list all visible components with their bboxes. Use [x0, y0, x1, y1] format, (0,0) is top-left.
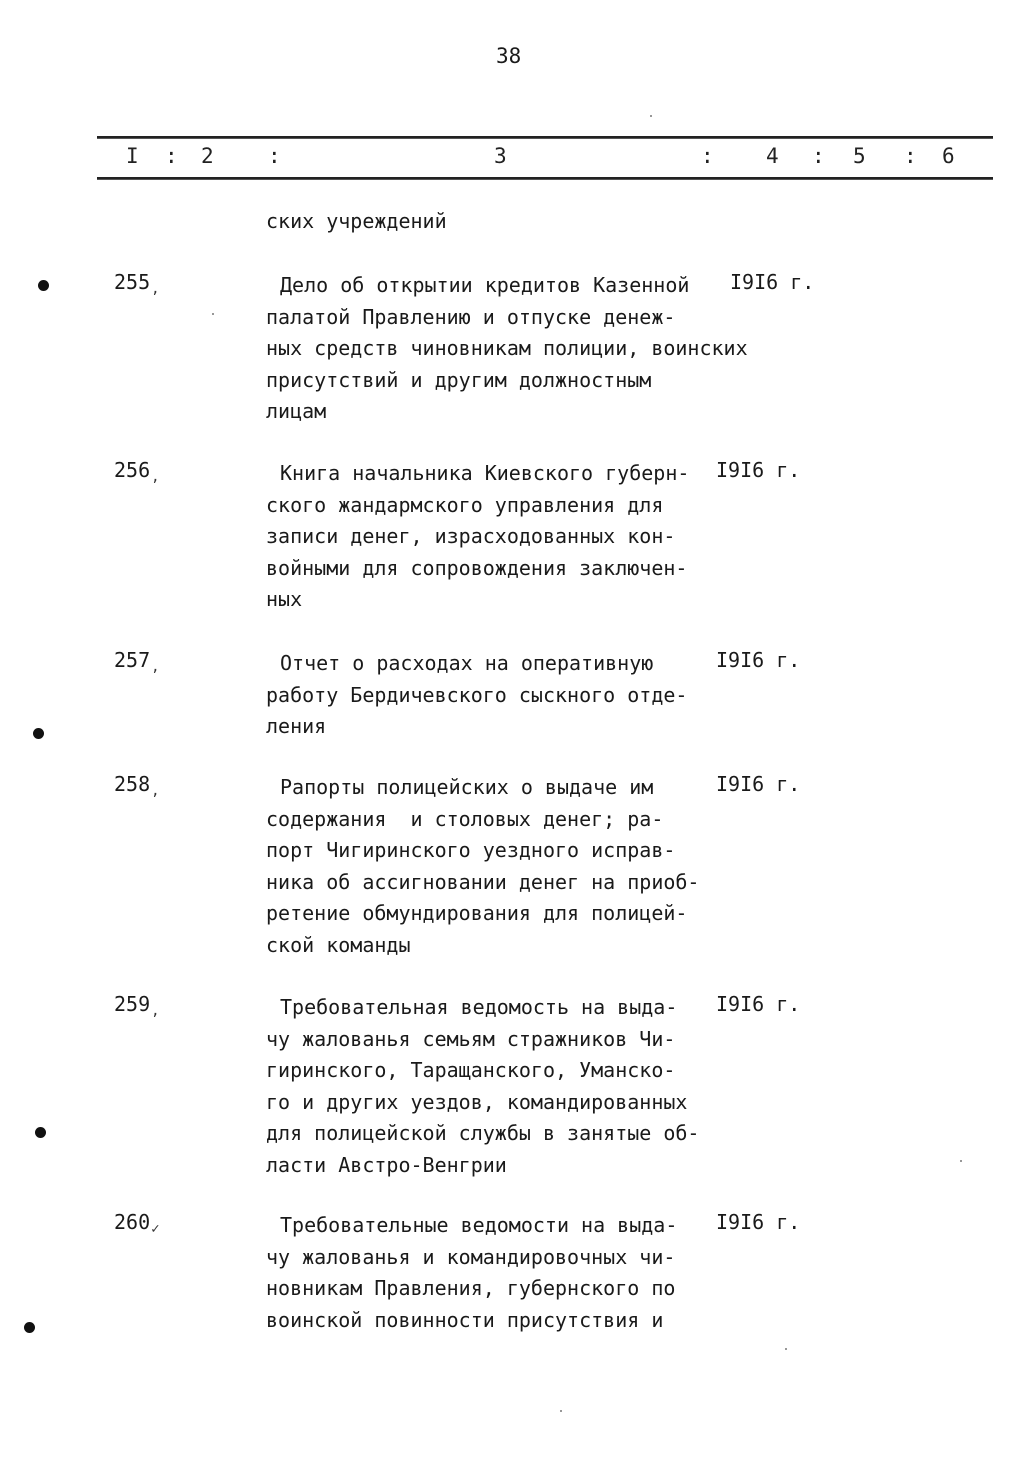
- entry-line: лицам: [266, 399, 327, 423]
- entry-line: записи денег, израсходованных кон-: [266, 524, 676, 548]
- entry-number: [114, 992, 160, 1019]
- entry-line: Дело об открытии кредитов Казенной: [280, 273, 690, 297]
- entry-number-text: 256: [114, 458, 151, 482]
- entry-line: присутствий и другим должностным: [266, 367, 652, 392]
- entry-line: ных: [266, 587, 303, 611]
- punch-hole-mark: [35, 1127, 46, 1138]
- page-number: 38: [496, 44, 522, 68]
- check-mark-icon: ✓: [151, 1221, 160, 1237]
- entry-line: ных средств чиновникам полиции, воинских: [266, 336, 748, 360]
- entry-line: ления: [266, 714, 327, 738]
- entry-number: [114, 648, 160, 675]
- scan-speck: [650, 115, 652, 117]
- entry-line: Рапорты полицейских о выдаче им: [280, 775, 654, 799]
- entry-line: порт Чигиринского уездного исправ-: [266, 838, 676, 862]
- entry-line: ника об ассигновании денег на приоб-: [266, 869, 700, 894]
- entry-line: ретение обмундирования для полицей-: [266, 901, 688, 925]
- entry-line: новникам Правления, губернского по: [266, 1276, 676, 1300]
- continuation-heading: ских учреждений: [266, 209, 447, 233]
- entry-number-text: 257: [114, 648, 151, 672]
- entry-year: I9I6 г.: [730, 270, 815, 294]
- column-header-4: 4: [766, 144, 779, 168]
- entry-line: Книга начальника Киевского губерн-: [280, 461, 690, 485]
- entry-number-text: 259: [114, 992, 151, 1016]
- entry-line: Требовательная ведомость на выда-: [280, 995, 678, 1019]
- entry-line: работу Бердичевского сыскного отде-: [266, 682, 688, 707]
- entry-line: чу жалованья и командировочных чи-: [266, 1244, 676, 1269]
- entry-line: воинской повинности присутствия и: [266, 1307, 664, 1332]
- entry-year: I9I6 г.: [716, 1210, 801, 1234]
- scan-speck: [560, 1410, 562, 1412]
- column-separator: :: [812, 144, 825, 168]
- column-separator: :: [701, 144, 714, 168]
- check-mark-icon: ,: [151, 659, 160, 675]
- column-separator: :: [165, 144, 178, 168]
- scan-speck: [785, 1348, 787, 1350]
- entry-line: для полицейской службы в занятые об-: [266, 1121, 700, 1145]
- entry-line: Отчет о расходах на оперативную: [280, 651, 654, 675]
- entry-line: ласти Австро-Венгрии: [266, 1152, 507, 1177]
- scan-speck: [212, 313, 214, 315]
- entry-description: [266, 270, 748, 428]
- table-header-top-rule: [97, 136, 993, 138]
- entry-year: I9I6 г.: [716, 648, 801, 672]
- entry-year: I9I6 г.: [716, 772, 801, 796]
- entry-description: [266, 992, 699, 1181]
- entry-line: го и других уездов, командированных: [266, 1089, 688, 1114]
- entry-description: [266, 772, 699, 961]
- entry-number-text: 260: [114, 1210, 151, 1234]
- check-mark-icon: ,: [151, 1003, 160, 1019]
- entry-year: I9I6 г.: [716, 992, 801, 1016]
- punch-hole-mark: [33, 728, 44, 739]
- entry-line: Требовательные ведомости на выда-: [280, 1213, 678, 1237]
- column-header-6: 6: [942, 144, 955, 168]
- entry-number: [114, 772, 160, 799]
- check-mark-icon: ,: [151, 469, 160, 485]
- entry-line: содержания и столовых денег; ра-: [266, 806, 664, 831]
- entry-year: I9I6 г.: [716, 458, 801, 482]
- column-separator: :: [268, 144, 281, 168]
- column-header-5: 5: [853, 144, 866, 168]
- entry-line: гиринского, Таращанского, Уманско-: [266, 1058, 676, 1082]
- entry-number-text: 258: [114, 772, 151, 796]
- column-header-2: 2: [201, 144, 214, 168]
- entry-description: [266, 1210, 677, 1336]
- entry-description: [266, 458, 689, 616]
- check-mark-icon: ,: [151, 783, 160, 799]
- entry-line: ской команды: [266, 932, 411, 957]
- punch-hole-mark: [24, 1322, 35, 1333]
- entry-number: [114, 270, 160, 297]
- check-mark-icon: ,: [151, 281, 160, 297]
- entry-line: ского жандармского управления для: [266, 492, 664, 517]
- entry-number: [114, 1210, 160, 1237]
- table-header-bottom-rule: [97, 177, 993, 179]
- entry-number: [114, 458, 160, 485]
- column-separator: :: [904, 144, 917, 168]
- entry-line: палатой Правлению и отпуске денеж-: [266, 304, 676, 329]
- entry-number-text: 255: [114, 270, 151, 294]
- column-header-1: I: [126, 144, 139, 168]
- entry-description: [266, 648, 687, 743]
- entry-line: войными для сопровождения заключен-: [266, 555, 688, 580]
- punch-hole-mark: [38, 280, 49, 291]
- scan-speck: [960, 1160, 962, 1162]
- entry-line: чу жалованья семьям стражников Чи-: [266, 1026, 676, 1051]
- column-header-3: 3: [494, 144, 507, 168]
